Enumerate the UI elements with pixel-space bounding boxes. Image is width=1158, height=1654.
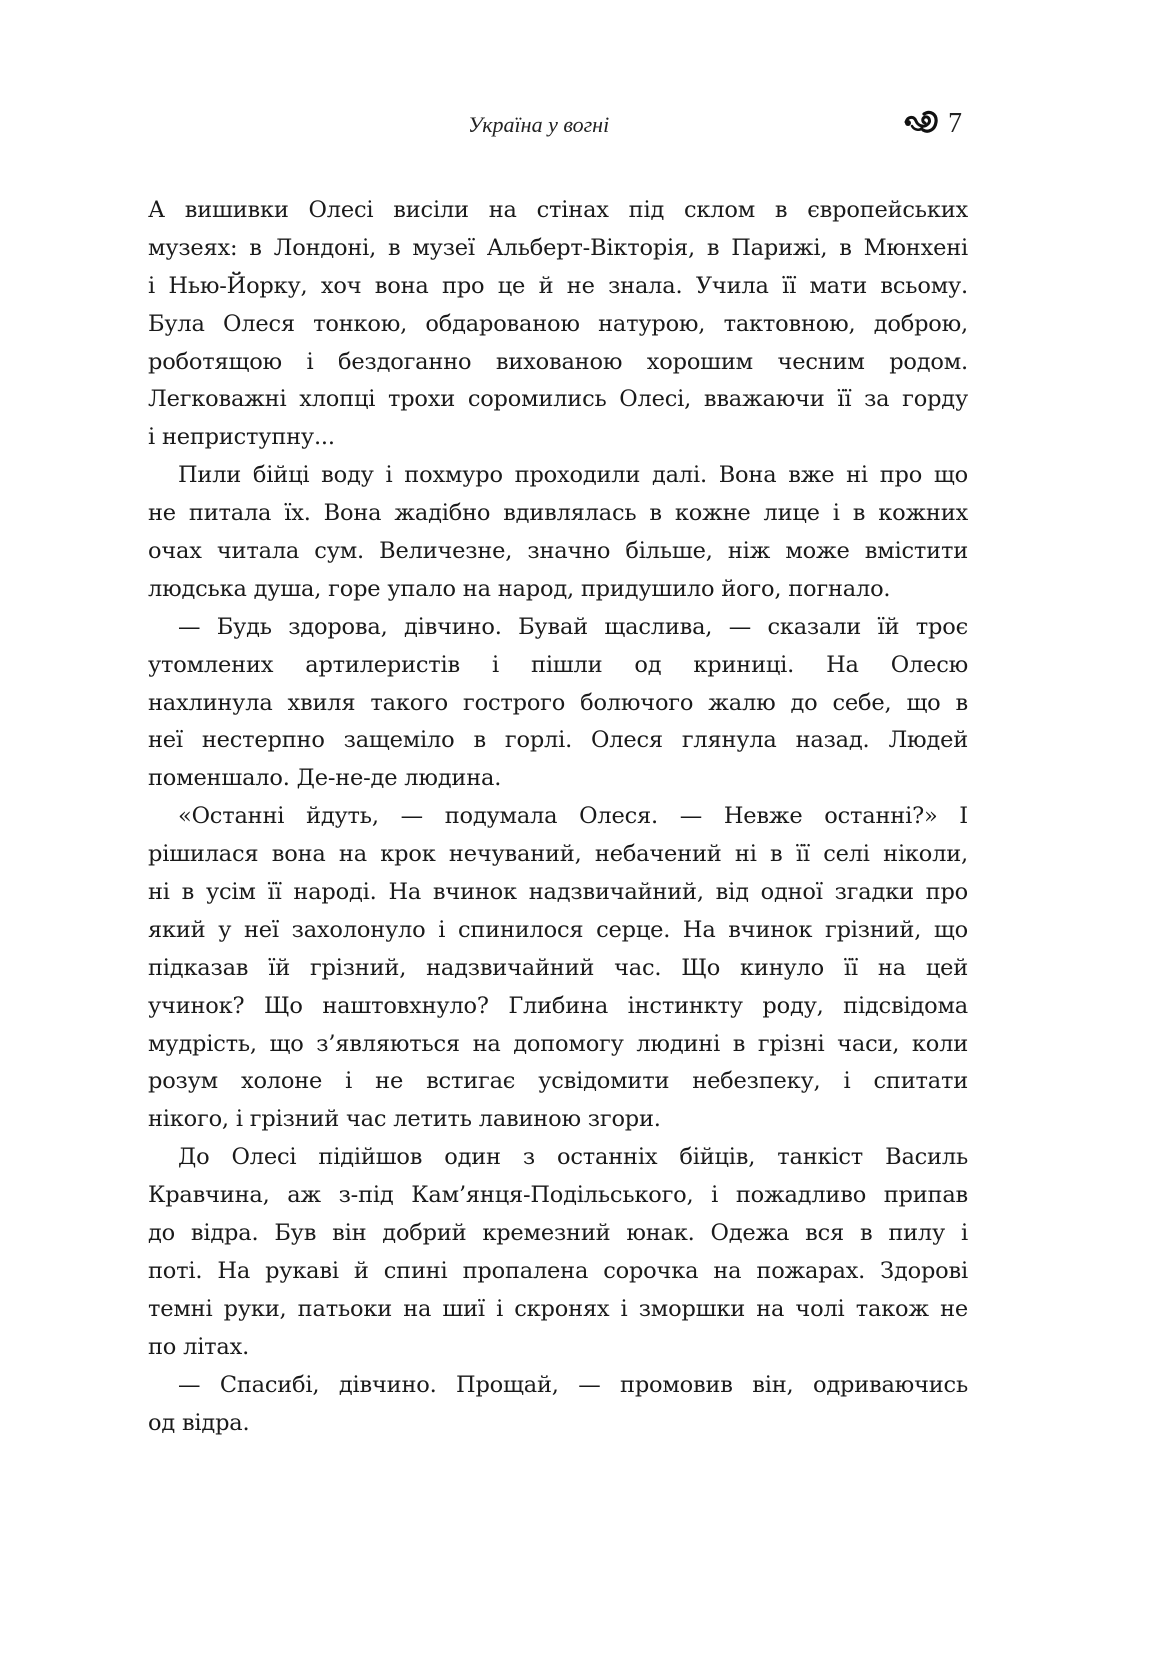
text-line: нікого, і грізний час летить лавиною згори. [148, 1106, 661, 1133]
text-line: мудрість, що з’являються на допомогу людині в грізні часи, коли [148, 1030, 968, 1057]
running-title: Україна у вогні [468, 112, 610, 137]
text-line: неї нестерпно защеміло в горлі. Олеся глянула назад. Людей [148, 727, 968, 754]
text-line: рішилася вона на крок нечуваний, небачений ні в її селі ніколи, [148, 841, 968, 868]
text-line: темні руки, патьоки на шиї і скронях і зморшки на чолі також не [148, 1295, 968, 1322]
text-line: роботящою і бездоганно вихованою хорошим чесним родом. [148, 348, 968, 375]
fleuron-ornament-icon [904, 110, 940, 136]
text-line: не питала їх. Вона жадібно вдивлялась в кожне лице і в кожних [148, 500, 968, 527]
text-line: ні в усім її народі. На вчинок надзвичайний, від одної згадки про [148, 879, 968, 906]
text-line: учинок? Що наштовхнуло? Глибина інстинкту роду, підсвідома [148, 992, 968, 1019]
text-line: Легковажні хлопці трохи соромились Олесі, вважаючи її за горду [148, 386, 968, 413]
text-line: утомлених артилеристів і пішли од криниці. На Олесю [148, 651, 968, 678]
text-line: і неприступну... [148, 424, 335, 451]
running-head [148, 108, 968, 144]
text-line: підказав їй грізний, надзвичайний час. Що кинуло її на цей [148, 954, 968, 981]
text-line: людська душа, горе упало на народ, придушило його, погнало. [148, 575, 891, 602]
text-line: до відра. Був він добрий кремезний юнак. Одежа вся в пилу і [148, 1220, 968, 1247]
text-line: Пили бійці воду і похмуро проходили далі. Вона вже ні про що [178, 462, 968, 489]
text-line: Кравчина, аж з-під Кам’янця-Подільського, і пожадливо припав [148, 1182, 968, 1209]
text-line: музеях: в Лондоні, в музеї Альберт-Вікторія, в Парижі, в Мюнхені [148, 234, 968, 261]
text-line: нахлинула хвиля такого гострого болючого жалю до себе, що в [148, 689, 968, 716]
page-number: 7 [948, 108, 962, 139]
text-line: Була Олеся тонкою, обдарованою натурою, тактовною, доброю, [148, 310, 968, 337]
text-line: од відра. [148, 1409, 250, 1436]
text-line: поменшало. Де-не-де людина. [148, 765, 502, 792]
text-line: До Олесі підійшов один з останніх бійців, танкіст Василь [178, 1144, 968, 1171]
text-line: А вишивки Олесі висіли на стінах під склом в європейських [148, 197, 968, 223]
text-line: який у неї захолонуло і спинилося серце. На вчинок грізний, що [148, 916, 968, 943]
text-line: очах читала сум. Величезне, значно більше, ніж може вмістити [148, 538, 968, 565]
body-text [148, 192, 968, 1442]
text-line: — Будь здорова, дівчино. Бувай щаслива, — сказали їй троє [178, 613, 968, 640]
text-line: по літах. [148, 1333, 250, 1360]
text-line: розум холоне і не встигає усвідомити небезпеку, і спитати [148, 1068, 968, 1095]
text-line: і Нью-Йорку, хоч вона про це й не знала. Учила її мати всьому. [148, 272, 968, 299]
text-line: «Останні йдуть, — подумала Олеся. — Невже останні?» І [178, 803, 968, 830]
text-line: — Спасибі, дівчино. Прощай, — промовив він, одриваючись [178, 1371, 968, 1398]
text-line: поті. На рукаві й спині пропалена сорочка на пожарах. Здорові [148, 1257, 968, 1284]
